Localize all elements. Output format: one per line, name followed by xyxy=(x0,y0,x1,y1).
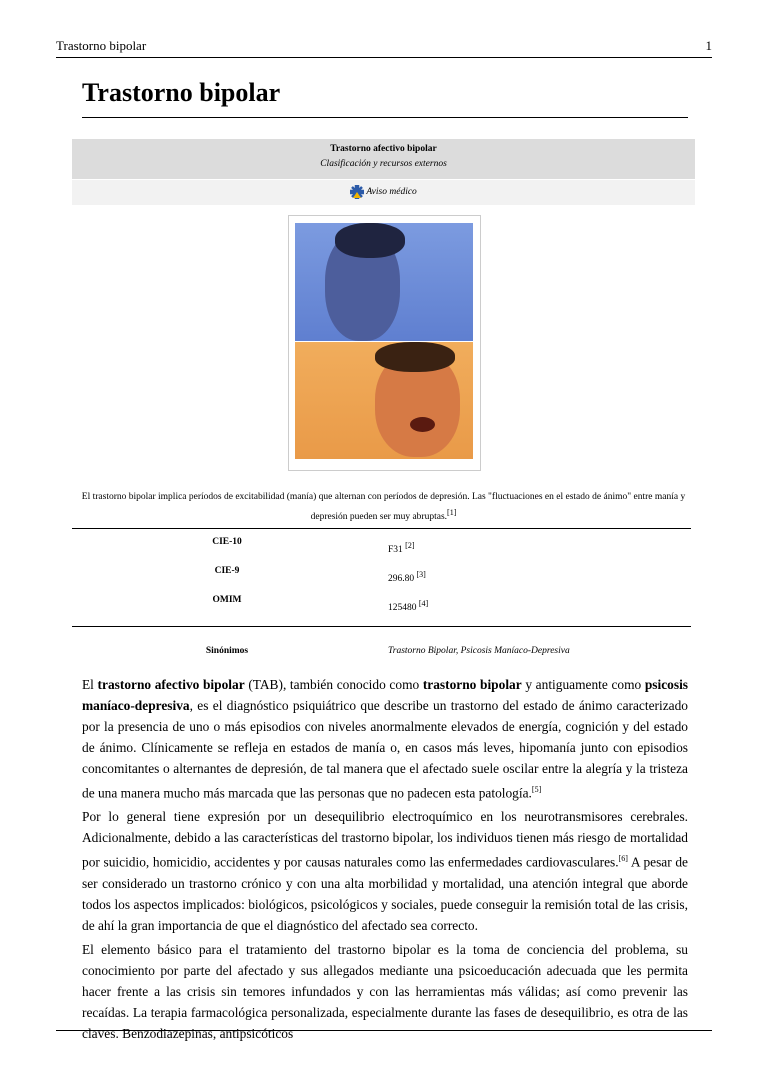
text: A pesar de ser considerado un trastorno crónico y con una alta morbilidad y mortalidad, una atención integral que aborde todos los aspectos implicados: biológicos, psicológicos y sociales, puede conseguir la remisión total de las crisis, de ahí la gran importancia de que el diagnóstico del afectado sea correcto. xyxy=(82,854,688,933)
ref[interactable]: [5] xyxy=(531,785,542,794)
bold-term: psicosis maníaco-depresiva xyxy=(82,677,689,713)
row-key: CIE-10 xyxy=(212,537,242,547)
synonyms-label: Sinónimos xyxy=(205,646,249,656)
caption-ref[interactable]: [1] xyxy=(447,508,457,517)
paragraph xyxy=(82,674,688,803)
bold-term: trastorno afectivo bipolar xyxy=(97,677,245,692)
row-value[interactable] xyxy=(388,541,415,555)
text: El xyxy=(82,677,98,692)
infobox-subtitle: Clasificación y recursos externos xyxy=(320,159,447,169)
manic-face-image xyxy=(295,342,473,459)
text: Por lo general tiene expresión por un desequilibrio electroquímico en los neurotransmisores cerebrales. Adicionalmente, debido a las características del trastorno bipolar, los individuos tienen más riesgo de mortalidad por suicidio, homicidio, accidentes y por causas naturales como las enfermedades cardiovasculares. xyxy=(82,809,688,870)
infobox-image xyxy=(288,215,481,471)
medical-warning-icon xyxy=(350,185,364,199)
medical-notice-link[interactable]: Aviso médico xyxy=(366,187,417,197)
synonyms-value: Trastorno Bipolar, Psicosis Maníaco-Depresiva xyxy=(388,646,570,656)
article-body xyxy=(82,674,688,1047)
footer-rule xyxy=(56,1030,712,1031)
depressed-face-image xyxy=(295,223,473,341)
row-key: OMIM xyxy=(212,595,242,605)
text: y antiguamente como xyxy=(521,677,645,692)
paragraph: El elemento básico para el tratamiento del trastorno bipolar es la toma de conciencia del problema, su conocimiento por parte del afectado y sus allegados mediante una psicoeducación adecuada que les permita hacer frente a las crisis sin temores infundados y con las herramientas más válidas; así como prevenir las recaídas. La terapia farmacológica personalizada, especialmente durante las fases de desequilibrio, es otra de las claves. Benzodiazepinas, antipsicóticos xyxy=(82,941,688,1041)
running-header xyxy=(56,38,712,58)
row-value[interactable] xyxy=(388,570,426,584)
ref[interactable]: [3] xyxy=(416,570,426,579)
infobox-name: Trastorno afectivo bipolar xyxy=(330,144,437,154)
header-title: Trastorno bipolar xyxy=(56,38,147,53)
image-caption xyxy=(72,490,695,525)
paragraph xyxy=(82,806,688,935)
infobox-header xyxy=(72,139,695,179)
ref[interactable]: [6] xyxy=(618,854,628,864)
bold-term: trastorno bipolar xyxy=(422,677,522,692)
code[interactable]: F31 xyxy=(388,545,403,556)
text: (TAB), también conocido como xyxy=(244,677,423,692)
code[interactable]: 296.80 xyxy=(388,574,415,585)
page-title: Trastorno bipolar xyxy=(82,78,281,107)
divider xyxy=(72,626,691,627)
caption-text: El trastorno bipolar implica períodos de excitabilidad (manía) que alternan con períodos de depresión. Las "fluctuaciones en el estado de ánimo" entre manía y depresión pueden ser muy abruptas. xyxy=(81,492,686,523)
ref[interactable]: [2] xyxy=(405,541,415,550)
page-number: 1 xyxy=(705,38,712,53)
title-rule xyxy=(82,117,688,118)
ref[interactable]: [4] xyxy=(418,599,429,608)
divider xyxy=(72,528,691,529)
text: , es el diagnóstico psiquiátrico que describe un trastorno del estado de ánimo caracterizado por la presencia de uno o más episodios con niveles anormalmente elevados de energía, cognición y del estado de ánimo. Clínicamente se refleja en estados de manía o, en casos más leves, hipomanía junto con episodios concomitantes o alternantes de depresión, de tal manera que el afectado suele oscilar entre la alegría y la tristeza de una manera mucho más marcada que las personas que no padecen esta patología. xyxy=(82,698,688,801)
row-key: CIE-9 xyxy=(214,566,240,576)
medical-notice[interactable] xyxy=(72,180,695,205)
row-value[interactable] xyxy=(388,599,428,613)
code[interactable]: 125480 xyxy=(388,603,417,614)
